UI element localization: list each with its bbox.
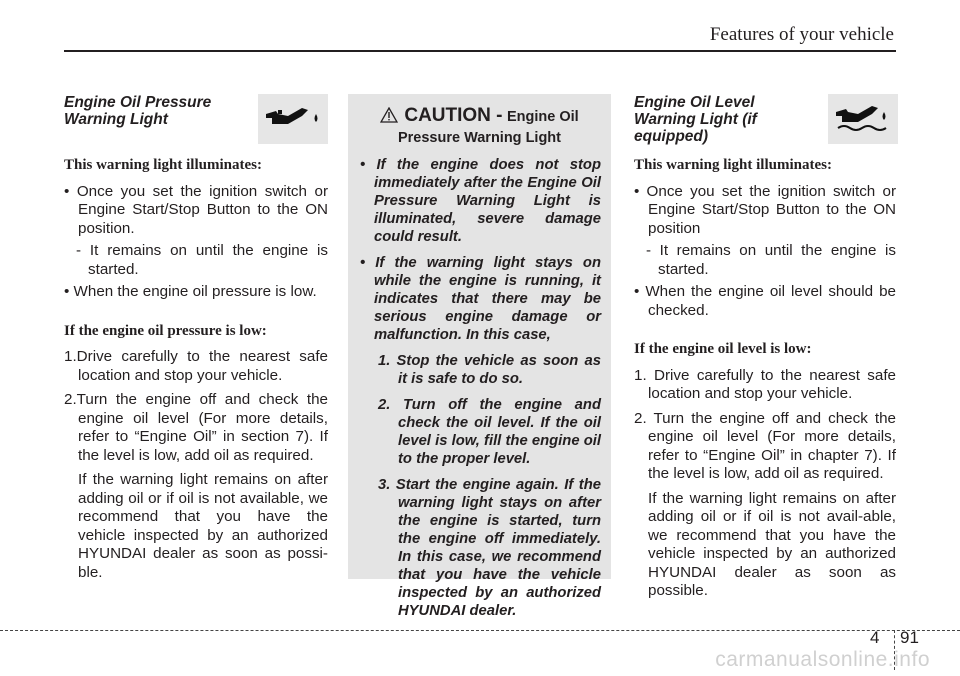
list-item: • When the engine oil level should be checked. [634, 283, 896, 319]
page-number: 91 [900, 628, 919, 647]
header-rule [64, 50, 896, 52]
list-item: 2. Turn off the engine and check the oil level. If the oil level is low, fill the engine oil to the proper level. [378, 397, 601, 467]
left-column [64, 94, 328, 588]
oil-level-icon [828, 94, 898, 144]
section-title: Engine Oil Pressure Warning Light [64, 94, 212, 128]
caution-label: CAUTION - [404, 105, 503, 126]
warning-triangle-icon [380, 107, 398, 128]
caution-title: Engine Oil [506, 109, 579, 125]
illuminates-heading: This warning light illuminates: [64, 157, 262, 173]
list-item: • Once you set the ignition switch or Engine Start/Stop Button to the ON position. [64, 182, 328, 237]
page-header-title: Features of your vehicle [709, 24, 894, 45]
list-item: - It remains on until the engine is started. [646, 242, 896, 278]
watermark: carmanualsonline.info [715, 648, 930, 671]
section-title: Engine Oil Level Warning Light (if equipped) [634, 94, 757, 145]
paragraph: If the warning light remains on after adding oil or if oil is not available, we recommend that you have the vehicle inspected by an authorized HYUNDAI dealer as soon as possi-ble. [78, 471, 328, 581]
caution-title: Pressure Warning Light [397, 130, 561, 146]
list-item: • Once you set the ignition switch or Engine Start/Stop Button to the ON position [634, 182, 896, 237]
list-item: • If the warning light stays on while the engine is running, it indicates that there may be serious engine damage or malfunction. In this case, [360, 255, 601, 343]
low-level-heading: If the engine oil level is low: [634, 341, 812, 357]
footer-rule [0, 630, 960, 631]
list-item: 1. Drive carefully to the nearest safe location and stop your vehicle. [634, 366, 896, 402]
oil-can-icon [258, 94, 328, 144]
paragraph: If the warning light remains on after adding oil or if oil is not avail-able, we recommend that you have the vehicle inspected by an authorized HYUNDAI dealer as soon as possible. [648, 489, 896, 599]
right-column [634, 94, 896, 607]
list-item: 1. Stop the vehicle as soon as it is safe to do so. [378, 353, 601, 387]
caution-box [348, 94, 611, 619]
list-item: - It remains on until the engine is started. [76, 242, 328, 278]
list-item: • If the engine does not stop immediately after the Engine Oil Pressure Warning Light is illuminated, severe damage could result. [360, 157, 601, 245]
list-item: 3. Start the engine again. If the warning light stays on after the engine is started, turn the engine off immediately. In this case, we recommend that you have the vehicle inspected by an authorized HYUNDAI dealer. [378, 477, 601, 619]
low-pressure-heading: If the engine oil pressure is low: [64, 322, 267, 339]
list-item: 2.Turn the engine off and check the engine oil level (For more details, refer to “Engine Oil” in section 7). If the level is low, add oil as required. [64, 391, 328, 464]
illuminates-heading: This warning light illuminates: [634, 157, 832, 173]
list-item: • When the engine oil pressure is low. [64, 283, 317, 300]
list-item: 1.Drive carefully to the nearest safe location and stop your vehicle. [64, 348, 328, 384]
chapter-number: 4 [870, 628, 880, 647]
list-item: 2. Turn the engine off and check the engine oil level (For more details, refer to “Engine Oil” in chapter 7). If the level is low, add oil as required. [634, 409, 896, 482]
